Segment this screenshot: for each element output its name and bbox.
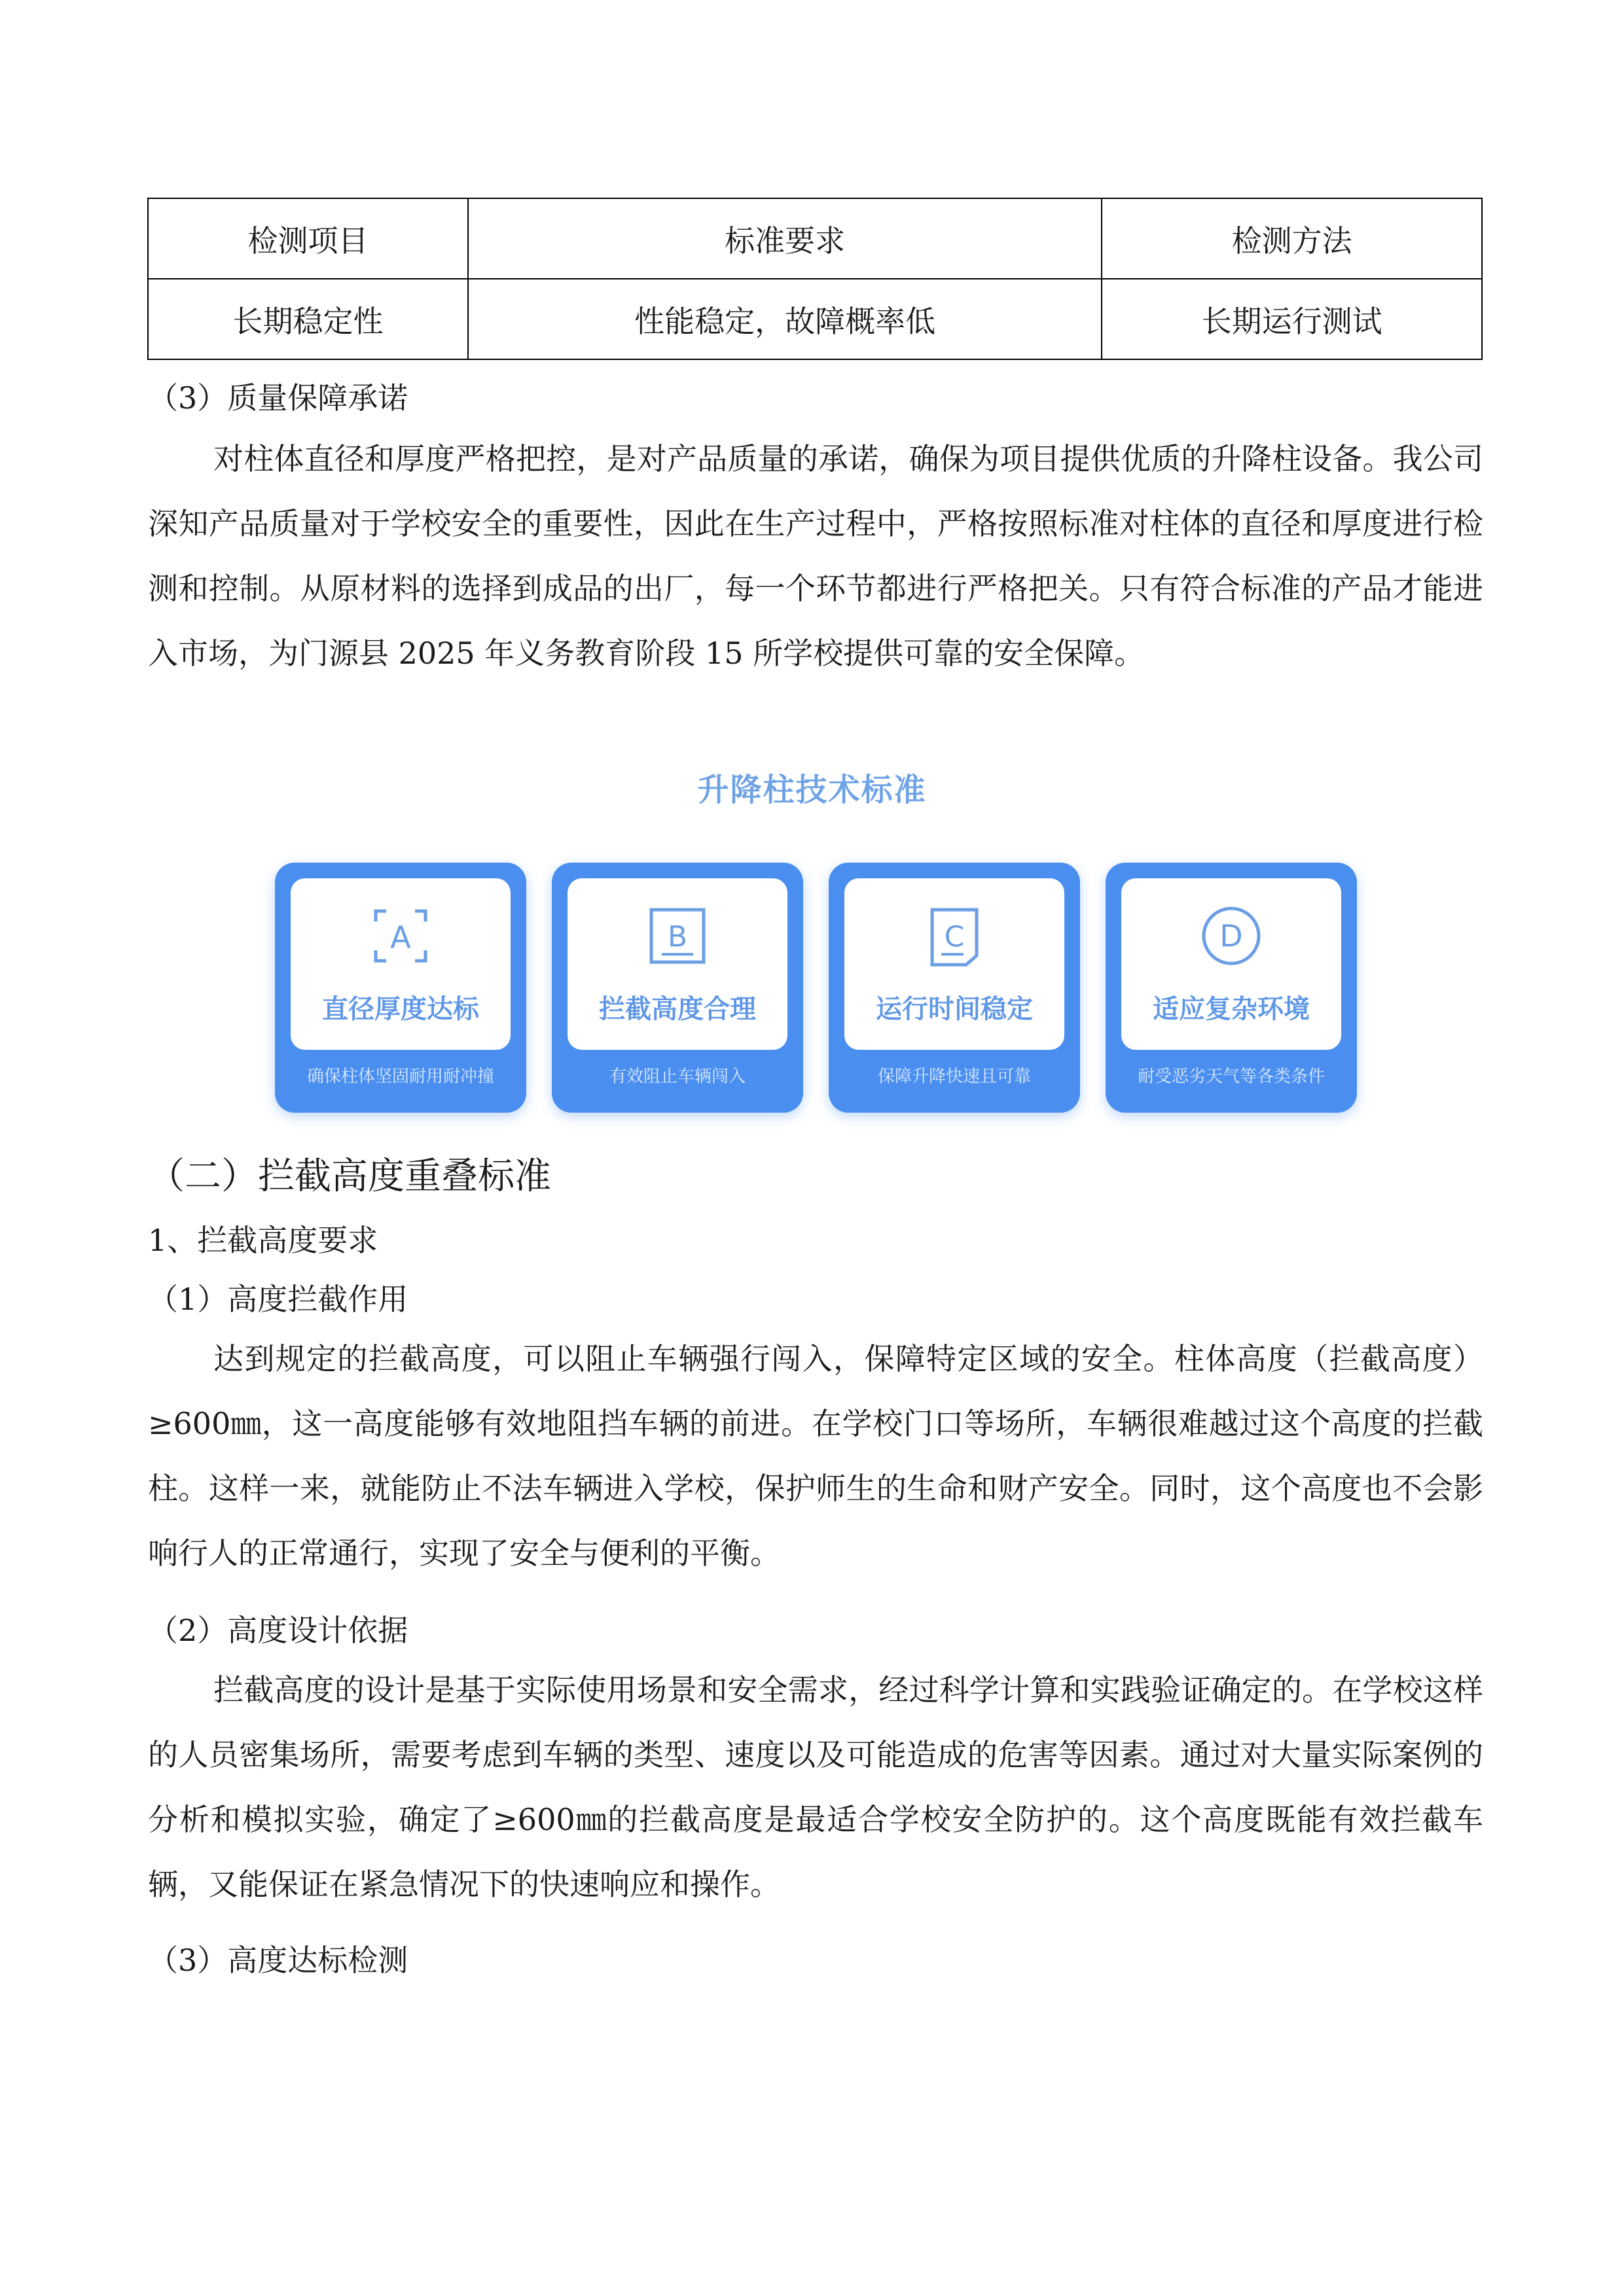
- card-c: [829, 863, 1080, 1113]
- item1-heading: 1、拦截高度要求: [148, 1223, 378, 1258]
- card-title: 适应复杂环境: [1153, 994, 1310, 1024]
- card-description: 耐受恶劣天气等各类条件: [1137, 1067, 1325, 1086]
- table-header-cell: 检测项目: [148, 198, 468, 279]
- section-heading-2: （二）拦截高度重叠标准: [148, 1155, 551, 1198]
- table-cell: 长期运行测试: [1102, 279, 1482, 359]
- card-d: [1106, 863, 1357, 1113]
- card-description: 有效阻止车辆闯入: [609, 1067, 746, 1086]
- svg-text:B: B: [667, 920, 688, 954]
- sub1-heading: （1）高度拦截作用: [148, 1282, 408, 1317]
- letter-d-circle-icon: [1200, 905, 1263, 967]
- card-a: [275, 863, 526, 1113]
- sub2-heading: （2）高度设计依据: [148, 1613, 408, 1648]
- table-header-cell: 检测方法: [1102, 198, 1482, 279]
- sub3-heading: （3）高度达标检测: [148, 1943, 408, 1978]
- svg-text:D: D: [1219, 918, 1243, 954]
- table-cell: 长期稳定性: [148, 279, 468, 359]
- figure-title: 升降柱技术标准: [697, 772, 927, 808]
- card-b: [552, 863, 803, 1113]
- letter-b-square-icon: [646, 905, 709, 967]
- inspection-table: [147, 198, 1483, 360]
- card-description: 确保柱体坚固耐用耐冲撞: [306, 1067, 494, 1086]
- card-title: 直径厚度达标: [322, 994, 479, 1024]
- table-header-cell: 标准要求: [468, 198, 1102, 279]
- card-description: 保障升降快速且可靠: [877, 1067, 1031, 1086]
- section3-paragraph: 对柱体直径和厚度严格把控，是对产品质量的承诺，确保为项目提供优质的升降柱设备。我公司深知产品质量对于学校安全的重要性，因此在生产过程中，严格按照标准对柱体的直径和厚度进行检测和控制。从原材料的选择到成品的出厂，每一个环节都进行严格把关。只有符合标准的产品才能进入市场，为门源县 2025 年义务教育阶段 15 所学校提供可靠的安全保障。: [148, 441, 1483, 671]
- sub1-paragraph: 达到规定的拦截高度，可以阻止车辆强行闯入，保障特定区域的安全。柱体高度（拦截高度）≥600㎜，这一高度能够有效地阻挡车辆的前进。在学校门口等场所，车辆很难越过这个高度的拦截柱。这样一来，就能防止不法车辆进入学校，保护师生的生命和财产安全。同时，这个高度也不会影响行人的正常通行，实现了安全与便利的平衡。: [148, 1341, 1483, 1571]
- section3-heading: （3）质量保障承诺: [148, 380, 408, 416]
- sub2-paragraph: 拦截高度的设计是基于实际使用场景和安全需求，经过科学计算和实践验证确定的。在学校这样的人员密集场所，需要考虑到车辆的类型、速度以及可能造成的危害等因素。通过对大量实际案例的分析和模拟实验，确定了≥600㎜的拦截高度是最适合学校安全防护的。这个高度既能有效拦截车辆，又能保证在紧急情况下的快速响应和操作。: [148, 1672, 1483, 1902]
- svg-text:C: C: [944, 920, 965, 954]
- letter-a-bracket-icon: [369, 905, 432, 967]
- table-row: [148, 279, 1482, 359]
- table-cell: 性能稳定，故障概率低: [468, 279, 1102, 359]
- letter-c-page-icon: [923, 905, 986, 967]
- card-title: 拦截高度合理: [599, 994, 756, 1024]
- card-title: 运行时间稳定: [876, 994, 1033, 1024]
- table-header-row: [148, 198, 1482, 279]
- svg-text:A: A: [390, 920, 411, 955]
